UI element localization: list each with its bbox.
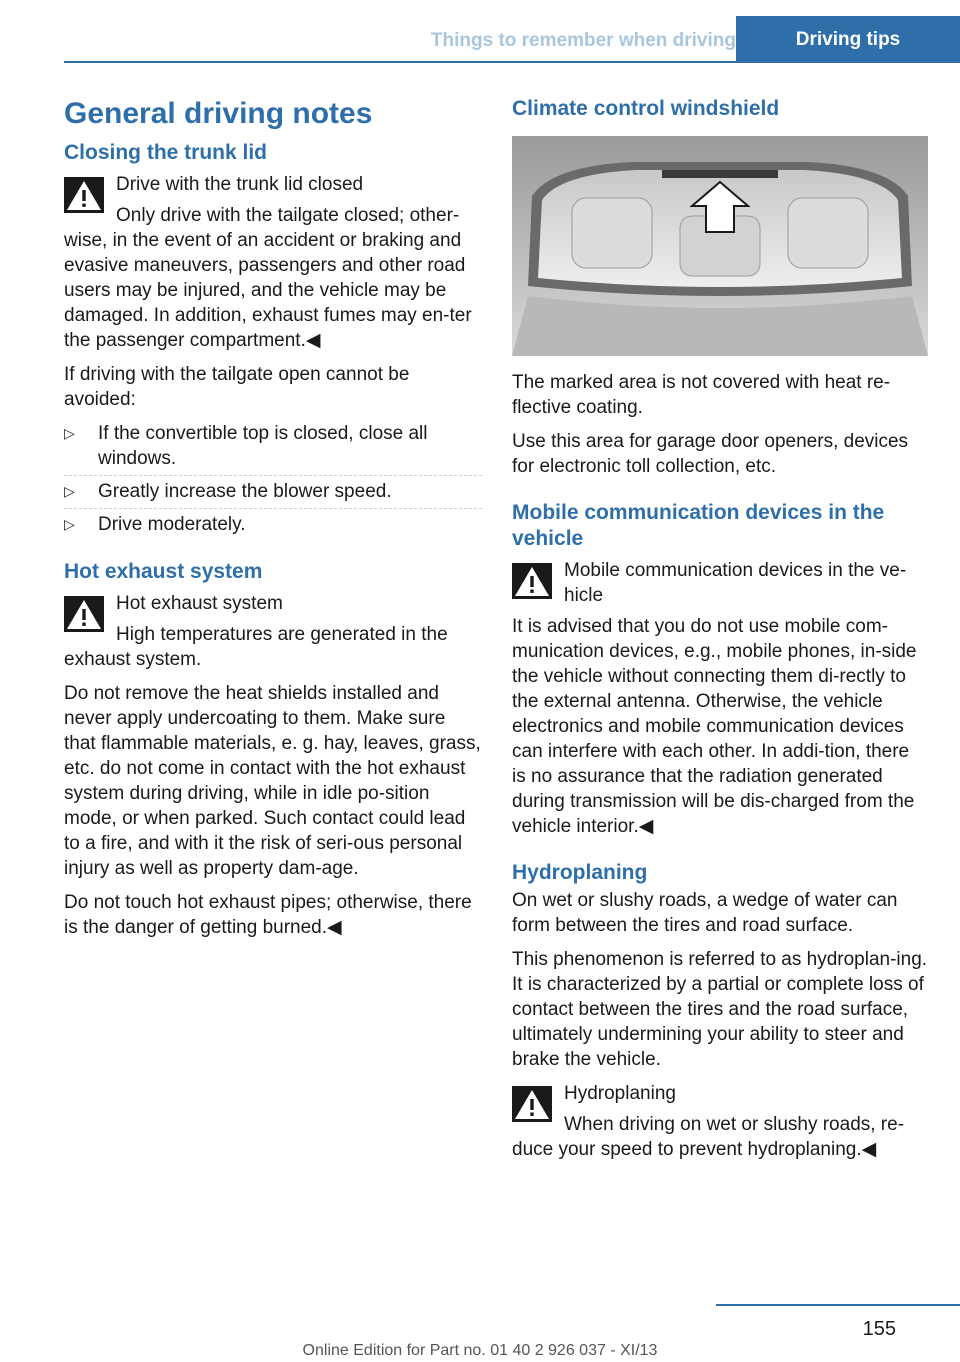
warning-triangle-icon bbox=[512, 563, 552, 599]
warning-triangle-icon bbox=[512, 1086, 552, 1122]
warning-hydro-title: Hydroplaning bbox=[564, 1083, 676, 1104]
heading-closing-trunk: Closing the trunk lid bbox=[64, 141, 267, 164]
page-header bbox=[0, 0, 960, 63]
header-section-title: Things to remember when driving bbox=[430, 30, 736, 51]
left-column bbox=[64, 96, 482, 949]
exhaust-paragraph-2: Do not touch hot exhaust pipes; otherwise, there is the danger of getting burned.◀ bbox=[64, 892, 472, 938]
warning-exhaust-text: High temperatures are generated in the exhaust system. bbox=[64, 624, 448, 670]
warning-mobile-text: It is advised that you do not use mobile com‐munication devices, e.g., mobile phones, in‐side the vehicle without connecting them di‐rectly to the external antenna. Otherwise, the vehicle electronics and mobile communication devices can interfere with each other. In addi‐tion, there is no assurance that the radiation generated during transmission will be dis‐charged from the vehicle interior.◀ bbox=[512, 616, 917, 837]
warning-trunk-text: Only drive with the tailgate closed; other‐wise, in the event of an accident or braking and evasive maneuvers, passengers and other road users may be injured, and the vehicle may be damaged. In addition, exhaust fumes may en‐ter the passenger compartment.◀ bbox=[64, 205, 472, 351]
list-item: ▷ Greatly increase the blower speed. bbox=[64, 479, 482, 504]
right-column bbox=[512, 96, 928, 1171]
list-item: ▷ Drive moderately. bbox=[64, 514, 246, 535]
header-chapter-tab: Driving tips bbox=[736, 16, 960, 63]
page-title: General driving notes bbox=[64, 97, 373, 130]
trunk-intro: If driving with the tailgate open cannot be avoided: bbox=[64, 364, 410, 410]
triangle-bullet-icon: ▷ bbox=[64, 516, 75, 532]
heading-climate-windshield: Climate control windshield bbox=[512, 97, 780, 120]
trunk-bullet-list bbox=[64, 421, 482, 537]
list-item: ▷ If the convertible top is closed, close all windows. bbox=[64, 421, 482, 471]
warning-trunk bbox=[64, 172, 482, 353]
warning-triangle-icon bbox=[64, 596, 104, 632]
climate-paragraph-1: The marked area is not covered with heat re‐flective coating. bbox=[512, 372, 891, 418]
warning-hydro-text: When driving on wet or slushy roads, re‐duce your speed to prevent hydroplaning.◀ bbox=[512, 1114, 905, 1160]
hydro-paragraph-2: This phenomenon is referred to as hydroplan‐ing. It is characterized by a partial or complete loss of contact between the tires and the road surface, ultimately undermining your ability to steer and brake the vehicle. bbox=[512, 949, 928, 1070]
hydro-paragraph-1: On wet or slushy roads, a wedge of water can form between the tires and road surface. bbox=[512, 890, 898, 936]
triangle-bullet-icon: ▷ bbox=[64, 425, 75, 441]
heading-hot-exhaust: Hot exhaust system bbox=[64, 560, 263, 583]
climate-paragraph-2: Use this area for garage door openers, devices for electronic toll collection, etc. bbox=[512, 431, 909, 477]
footer-rule bbox=[716, 1304, 960, 1306]
warning-exhaust bbox=[64, 591, 482, 672]
page-number: 155 bbox=[862, 1318, 896, 1340]
warning-hydroplaning bbox=[512, 1081, 928, 1162]
footer-edition: Online Edition for Part no. 01 40 2 926 037 - XI/13 bbox=[302, 1342, 658, 1359]
warning-trunk-title: Drive with the trunk lid closed bbox=[116, 174, 364, 195]
warning-exhaust-title: Hot exhaust system bbox=[116, 593, 283, 614]
warning-mobile-title: Mobile communication devices in the ve‐hicle bbox=[564, 560, 907, 606]
warning-mobile bbox=[512, 558, 928, 839]
exhaust-paragraph-1: Do not remove the heat shields installed and never apply undercoating to them. Make sure that flammable materials, e. g. hay, leaves, grass, etc. do not come in contact with the hot exhaust system during driving, while in idle po‐sition mode, or when parked. Such contact could lead to a fire, and with it the risk of seri‐ous personal injury as well as property dam‐age. bbox=[64, 683, 481, 879]
triangle-bullet-icon: ▷ bbox=[64, 483, 75, 499]
heading-hydroplaning: Hydroplaning bbox=[512, 861, 648, 884]
warning-triangle-icon bbox=[64, 177, 104, 213]
rear-windshield-illustration bbox=[512, 136, 928, 356]
header-rule bbox=[64, 61, 960, 63]
heading-mobile-devices: Mobile communication devices in the vehicle bbox=[512, 501, 885, 550]
